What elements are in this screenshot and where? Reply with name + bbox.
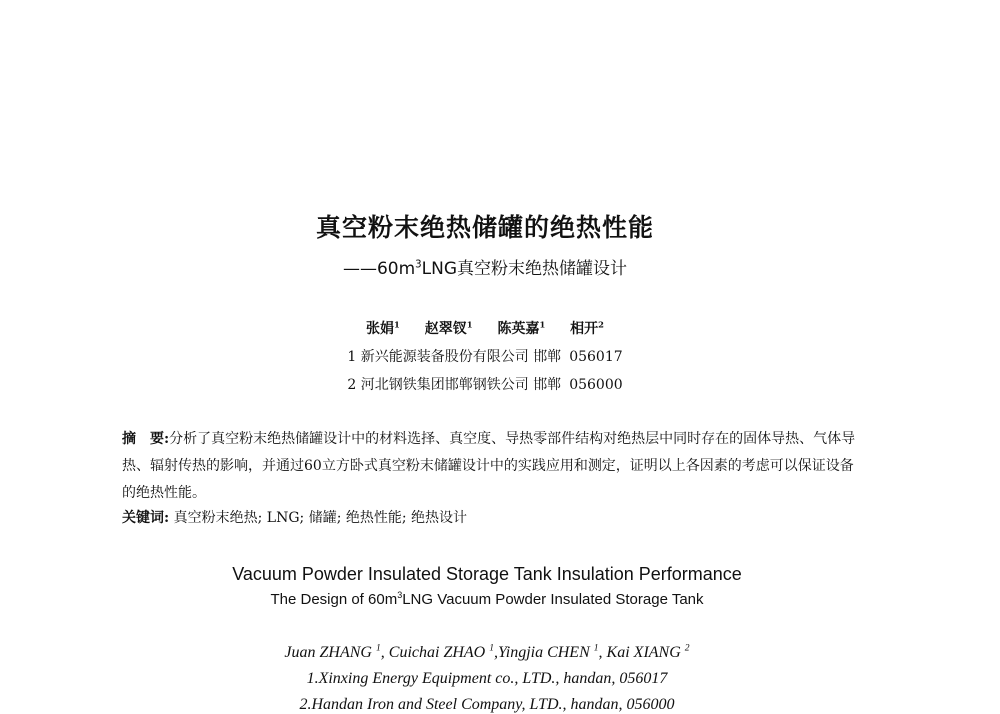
affiliation-postal-code: 056000 (569, 377, 623, 393)
abstract-text: 分析了真空粉末绝热储罐设计中的材料选择、真空度、导热零部件结构对绝热层中同时存在的固体导热、气体导热、辐射传热的影响，并通过60立方卧式真空粉末储罐设计中的实践应用和测定，证明以上各因素的考虑可以保证设备的绝热性能。 (122, 431, 856, 501)
chinese-author (366, 321, 400, 337)
author-separator: , (494, 644, 499, 661)
author-affiliation-mark: 1 (593, 642, 599, 654)
author-affiliation-mark: 2 (684, 642, 690, 654)
author-name: 张娟 (366, 321, 395, 337)
chinese-author (497, 321, 545, 337)
affiliation-postal-code: 056017 (569, 349, 623, 365)
author-affiliation-mark: 1 (394, 319, 400, 330)
chinese-affiliation (0, 346, 970, 366)
affiliation-number: 2 (347, 377, 357, 393)
author-separator: , (380, 644, 389, 661)
author-affiliation-mark: 1 (489, 642, 495, 654)
english-subtitle-superscript: 3 (397, 590, 403, 600)
affiliation-organization: 河北钢铁集团邯郸钢铁公司 (360, 377, 529, 393)
author-name: 陈英嘉 (497, 321, 540, 337)
affiliation-organization: 新兴能源装备股份有限公司 (360, 349, 529, 365)
chinese-subtitle-suffix: LNG真空粉末绝热储罐设计 (421, 259, 628, 279)
keywords-text: 真空粉末绝热; LNG; 储罐; 绝热性能; 绝热设计 (173, 510, 468, 526)
affiliation-city: 邯郸 (533, 377, 562, 393)
author-name: 相开 (570, 321, 599, 337)
author-name: Yingjia CHEN (498, 644, 590, 661)
author-affiliation-mark: 1 (539, 319, 546, 330)
affiliation-city: 邯郸 (533, 349, 562, 365)
chinese-subtitle-superscript: 3 (415, 259, 422, 271)
chinese-author (570, 321, 604, 337)
english-title: Vacuum Powder Insulated Storage Tank Insulation Performance (232, 564, 742, 584)
chinese-keywords (122, 507, 858, 527)
chinese-subtitle-prefix: ——60m (342, 259, 416, 279)
chinese-affiliation (0, 374, 970, 394)
chinese-subtitle (0, 254, 970, 279)
english-affiliation: 2.Handan Iron and Steel Company, LTD., handan, 056000 (299, 696, 675, 713)
author-name: Kai XIANG (606, 644, 681, 661)
author-affiliation-mark: 1 (466, 319, 473, 330)
chinese-author-list (0, 318, 970, 338)
author-affiliation-mark: 1 (375, 642, 381, 654)
author-name: 赵翠钗 (424, 321, 467, 337)
english-subtitle-prefix: The Design of 60m (270, 591, 398, 608)
abstract-label: 摘 要: (122, 431, 170, 447)
english-author-list (0, 644, 974, 662)
author-separator: , (598, 644, 607, 661)
chinese-title: 真空粉末绝热储罐的绝热性能 (315, 213, 654, 242)
author-affiliation-mark: 2 (598, 319, 604, 330)
author-name: Cuichai ZHAO (388, 644, 486, 661)
keywords-label: 关键词: (122, 510, 170, 526)
english-affiliation: 1.Xinxing Energy Equipment co., LTD., handan, 056017 (306, 670, 668, 687)
author-name: Juan ZHANG (284, 644, 372, 661)
chinese-author (425, 321, 473, 337)
chinese-abstract (122, 426, 858, 507)
english-subtitle (0, 591, 974, 608)
affiliation-number: 1 (347, 349, 357, 365)
english-subtitle-suffix: LNG Vacuum Powder Insulated Storage Tank (402, 591, 704, 608)
